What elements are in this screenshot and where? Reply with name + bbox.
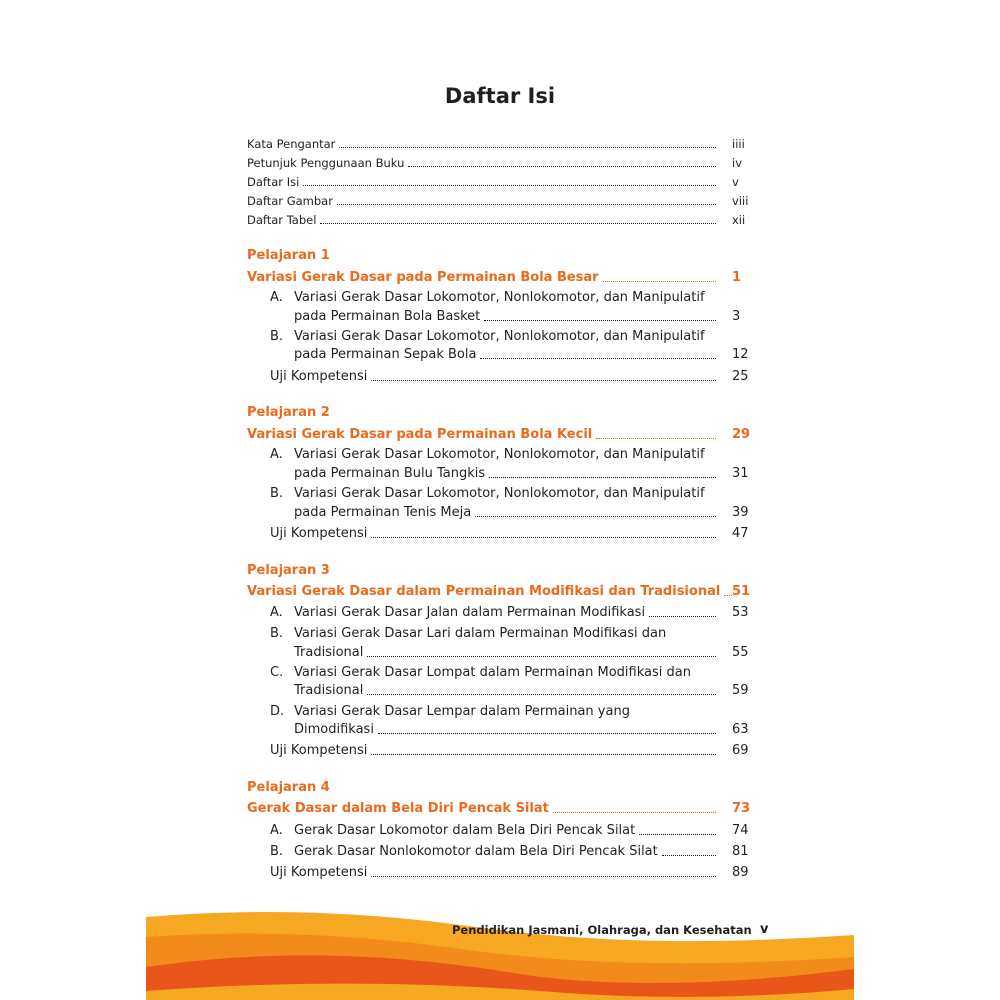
toc-entry-label: Kata Pengantar — [247, 137, 336, 151]
dot-leader — [639, 834, 716, 835]
dot-leader — [484, 320, 716, 321]
item-title-line1: Variasi Gerak Dasar Lari dalam Permainan Modifikasi dan — [294, 626, 667, 641]
dot-leader — [339, 147, 716, 148]
dot-leader — [596, 438, 716, 439]
uji-page: 47 — [732, 526, 749, 541]
item-title-line2: pada Permainan Tenis Meja — [294, 505, 472, 520]
toc-item[interactable] — [294, 683, 749, 699]
item-title-line2: pada Permainan Bulu Tangkis — [294, 466, 486, 481]
uji-kompetensi-entry[interactable] — [270, 526, 749, 542]
toc-item[interactable] — [294, 466, 749, 482]
lesson-title-entry[interactable] — [247, 270, 742, 286]
item-title-line1: Gerak Dasar Lokomotor dalam Bela Diri Pencak Silat — [294, 823, 636, 838]
item-title-line2: pada Permainan Sepak Bola — [294, 347, 477, 362]
lesson-title: Variasi Gerak Dasar dalam Permainan Modifikasi dan Tradisional — [247, 584, 721, 599]
dot-leader — [367, 694, 716, 695]
lesson-title-entry[interactable] — [247, 584, 751, 600]
item-title-line1: Gerak Dasar Nonlokomotor dalam Bela Diri Pencak Silat — [294, 844, 658, 859]
item-page: 39 — [732, 505, 749, 520]
lesson-title: Gerak Dasar dalam Bela Diri Pencak Silat — [247, 801, 549, 816]
dot-leader — [320, 223, 716, 224]
lesson-page: 73 — [732, 801, 751, 816]
lesson-heading — [247, 248, 722, 264]
toc-entry-page: viii — [732, 194, 749, 208]
lesson-heading-text: Pelajaran 4 — [247, 780, 330, 795]
item-page: 31 — [732, 466, 749, 481]
toc-entry-page: iv — [732, 156, 743, 170]
dot-leader — [371, 537, 716, 538]
toc-entry-page: v — [732, 175, 739, 189]
uji-label: Uji Kompetensi — [270, 865, 368, 880]
toc-item-first-line[interactable] — [270, 329, 722, 345]
item-page: 12 — [732, 347, 749, 362]
uji-kompetensi-entry[interactable] — [270, 743, 749, 759]
item-title-line1: Variasi Gerak Dasar Lokomotor, Nonlokomotor, dan Manipulatif — [294, 329, 705, 344]
lesson-page: 51 — [732, 584, 751, 599]
toc-entry-label: Petunjuk Penggunaan Buku — [247, 156, 405, 170]
uji-page: 69 — [732, 743, 749, 758]
item-page: 55 — [732, 645, 749, 660]
toc-item-first-line[interactable] — [270, 665, 722, 681]
toc-entry[interactable] — [247, 212, 746, 228]
dot-leader — [408, 166, 716, 167]
item-page: 63 — [732, 722, 749, 737]
item-letter: B. — [270, 329, 284, 344]
toc-entry-page: xii — [732, 213, 746, 227]
toc-item[interactable] — [270, 823, 749, 839]
dot-leader — [303, 185, 716, 186]
dot-leader — [337, 204, 716, 205]
dot-leader — [378, 733, 716, 734]
lesson-title-entry[interactable] — [247, 427, 751, 443]
item-letter: B. — [270, 626, 284, 641]
item-letter: A. — [270, 823, 283, 838]
item-title-line2: Dimodifikasi — [294, 722, 374, 737]
item-title-line1: Variasi Gerak Dasar Lokomotor, Nonlokomotor, dan Manipulatif — [294, 447, 705, 462]
item-letter: A. — [270, 605, 283, 620]
item-title-line1: Variasi Gerak Dasar Lokomotor, Nonlokomotor, dan Manipulatif — [294, 486, 705, 501]
lesson-heading-text: Pelajaran 1 — [247, 248, 330, 263]
uji-label: Uji Kompetensi — [270, 526, 368, 541]
toc-entry-label: Daftar Gambar — [247, 194, 333, 208]
item-letter: C. — [270, 665, 284, 680]
item-letter: B. — [270, 844, 284, 859]
dot-leader — [371, 876, 716, 877]
lesson-page: 29 — [732, 427, 751, 442]
toc-entry[interactable] — [247, 136, 745, 152]
dot-leader — [489, 477, 716, 478]
lesson-title: Variasi Gerak Dasar pada Permainan Bola Besar — [247, 270, 599, 285]
lesson-heading — [247, 780, 722, 796]
toc-entry[interactable] — [247, 155, 743, 171]
dot-leader — [662, 855, 716, 856]
dot-leader — [480, 358, 716, 359]
toc-item-first-line[interactable] — [270, 486, 722, 502]
lesson-title: Variasi Gerak Dasar pada Permainan Bola Kecil — [247, 427, 593, 442]
toc-item-first-line[interactable] — [270, 447, 722, 463]
item-title-line2: pada Permainan Bola Basket — [294, 309, 481, 324]
item-title-line1: Variasi Gerak Dasar Jalan dalam Permainan Modifikasi — [294, 605, 646, 620]
lesson-heading-text: Pelajaran 3 — [247, 563, 330, 578]
uji-kompetensi-entry[interactable] — [270, 369, 749, 385]
toc-entry[interactable] — [247, 193, 749, 209]
dot-leader — [649, 616, 716, 617]
uji-page: 89 — [732, 865, 749, 880]
item-letter: B. — [270, 486, 284, 501]
dot-leader — [553, 812, 716, 813]
item-page: 81 — [732, 844, 749, 859]
footer-wave-decoration — [146, 905, 854, 1000]
page-title: Daftar Isi — [444, 84, 556, 108]
lesson-page: 1 — [732, 270, 742, 285]
toc-item[interactable] — [294, 347, 749, 363]
uji-kompetensi-entry[interactable] — [270, 865, 749, 881]
item-letter: A. — [270, 290, 283, 305]
footer-book-title: Pendidikan Jasmani, Olahraga, dan Kesehatan — [452, 923, 752, 937]
uji-label: Uji Kompetensi — [270, 743, 368, 758]
item-title-line1: Variasi Gerak Dasar Lompat dalam Permainan Modifikasi dan — [294, 665, 691, 680]
item-title-line2: Tradisional — [294, 645, 364, 660]
toc-item-first-line[interactable] — [270, 704, 722, 720]
item-title-line1: Variasi Gerak Dasar Lempar dalam Permainan yang — [294, 704, 630, 719]
item-title-line2: Tradisional — [294, 683, 364, 698]
lesson-heading — [247, 405, 722, 421]
dot-leader — [367, 656, 716, 657]
toc-item[interactable] — [294, 309, 741, 325]
uji-label: Uji Kompetensi — [270, 369, 368, 384]
item-page: 53 — [732, 605, 749, 620]
dot-leader — [603, 281, 716, 282]
lesson-heading — [247, 563, 722, 579]
toc-entry-label: Daftar Isi — [247, 175, 300, 189]
item-title-line1: Variasi Gerak Dasar Lokomotor, Nonlokomotor, dan Manipulatif — [294, 290, 705, 305]
dot-leader — [371, 754, 716, 755]
toc-entry-page: iiii — [732, 137, 745, 151]
item-page: 3 — [732, 309, 741, 324]
dot-leader — [475, 516, 716, 517]
uji-page: 25 — [732, 369, 749, 384]
lesson-heading-text: Pelajaran 2 — [247, 405, 330, 420]
item-letter: D. — [270, 704, 285, 719]
dot-leader — [371, 380, 716, 381]
item-page: 59 — [732, 683, 749, 698]
item-page: 74 — [732, 823, 749, 838]
toc-item[interactable] — [294, 722, 749, 738]
toc-item[interactable] — [294, 645, 749, 661]
toc-item-first-line[interactable] — [270, 626, 722, 642]
toc-item-first-line[interactable] — [270, 290, 722, 306]
toc-item[interactable] — [270, 605, 749, 621]
toc-entry[interactable] — [247, 174, 739, 190]
toc-item[interactable] — [294, 505, 749, 521]
lesson-title-entry[interactable] — [247, 801, 751, 817]
toc-entry-label: Daftar Tabel — [247, 213, 317, 227]
item-letter: A. — [270, 447, 283, 462]
toc-item[interactable] — [270, 844, 749, 860]
footer-page-number: v — [760, 922, 769, 937]
